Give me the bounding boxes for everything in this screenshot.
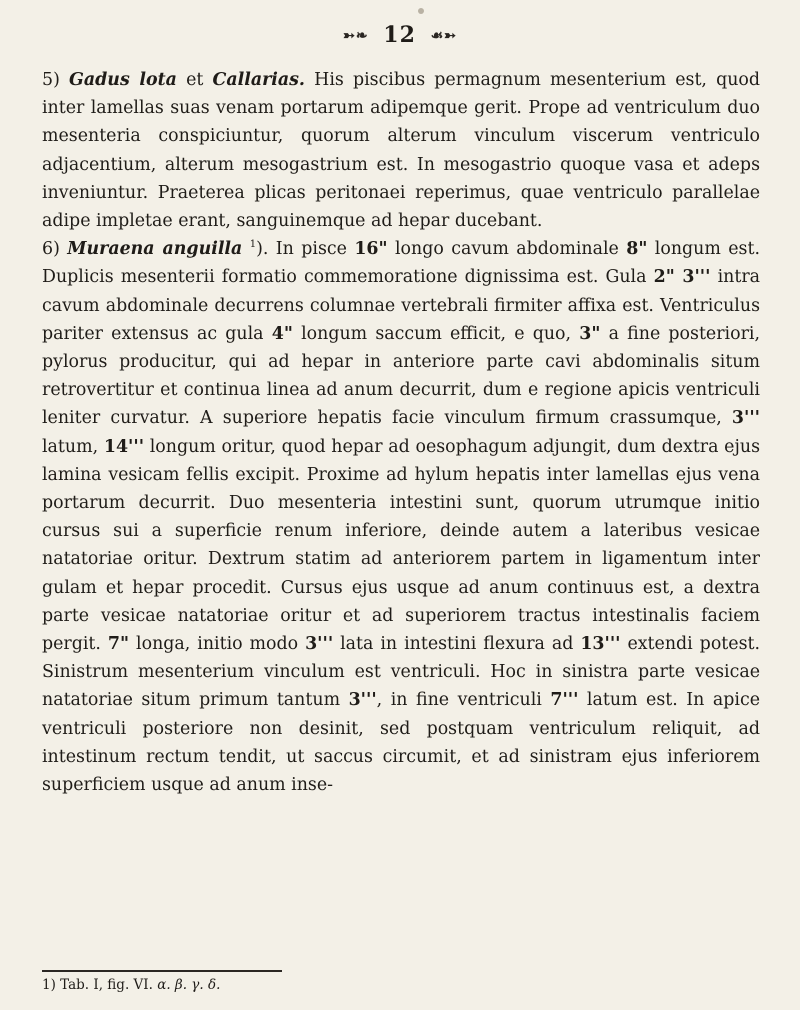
- text-run: longa, initio modo: [129, 634, 306, 655]
- ornament-left-icon: ➳❧: [343, 28, 369, 44]
- measure: 13''': [580, 634, 621, 655]
- text-run: longum saccum efficit, e quo,: [292, 323, 580, 344]
- measure: 8": [626, 239, 648, 260]
- text-run: intra cavum abdominale decurrens columnae vertebrali firmiter affixa est. Ventriculus pariter extensus ac gula: [42, 267, 761, 344]
- section-5-number: 5): [42, 70, 60, 90]
- text-run: extendi potest. Sinistrum mesenterium vinculum est ventriculi. Hoc in sinistra parte vesicae natatoriae situm primum tantum: [42, 634, 761, 711]
- footnote-text: Tab. I, fig. VI.: [60, 977, 153, 993]
- page-number: 12: [383, 22, 416, 48]
- text-run: latum,: [42, 436, 104, 457]
- measure: 3''': [348, 690, 377, 711]
- section-5-species-2: Callarias.: [212, 70, 305, 90]
- measure: 3''': [731, 408, 760, 429]
- text-run: a fine posteriori, pylorus producitur, qui ad hepar in anteriore parte cavi abdominalis situm retrovertitur et continua linea ad anum decurrit, dum e regione apicis ventriculi leniter curvatur. A superiore hepatis facie vinculum firmum crassumque,: [42, 323, 760, 429]
- text-run: longo cavum abdominale: [387, 239, 627, 260]
- section-6-number: 6): [42, 239, 60, 260]
- footnote: [42, 976, 642, 994]
- section-6: [42, 235, 760, 799]
- ornament-right-icon: ☙➳: [430, 28, 457, 44]
- text-run: lata in intestini flexura ad: [333, 634, 581, 655]
- measure: 2" 3''': [653, 267, 711, 288]
- measure: 7": [107, 634, 130, 655]
- running-header: [0, 22, 800, 48]
- measure: 16": [354, 239, 388, 260]
- measure: 3": [579, 323, 601, 344]
- footnote-marker: 1): [42, 977, 56, 993]
- measure: 14''': [103, 436, 145, 457]
- text-run: longum oritur, quod hepar ad oesophagum adjungit, dum dextra ejus lamina vesicam fellis excipit. Proxime ad hylum hepatis inter lamellas ejus vena portarum decurrit. Duo mesenteria intestini sunt, quorum utrumque initio cursus sui a superficie renum inferiore, deinde autem a lateribus vesicae natatoriae oritur. Dextrum statim ad anteriorem partem in ligamentum inter gulam et hepar procedit. Cursus ejus usque ad anum continuus est, a dextra parte vesicae natatoriae oritur et ad superiorem tractus intestinalis faciem pergit.: [42, 436, 760, 655]
- section-5-species-1: Gadus lota: [69, 70, 177, 90]
- text-run: , in fine ventriculi: [376, 690, 551, 711]
- paper-speck: [418, 8, 424, 14]
- measure: 7''': [550, 690, 579, 711]
- section-5-conj: et: [186, 70, 204, 90]
- text-run: ). In pisce: [256, 239, 355, 260]
- text-run: latum est. In apice ventriculi posteriore non desinit, sed postquam ventriculum reliquit, ad intestinum rectum tendit, ut saccus circumit, et ad sinistram ejus inferiorem superficiem usque ad anum inse-: [42, 690, 760, 796]
- measure: 3''': [305, 634, 334, 655]
- body-text: [42, 66, 760, 799]
- section-5-text: His piscibus permagnum mesenterium est, quod inter lamellas suas venam portarum adipemque gerit. Prope ad ventriculum duo mesenteria conspiciuntur, quorum alterum vinculum viscerum ventriculo adjacentium, alterum mesogastrium est. In mesogastrio quoque vasa et adeps inveniuntur. Praeterea plicas peritonaei reperimus, quae ventriculo parallelae adipe impletae erant, sanguinemque ad hepar ducebant.: [42, 70, 761, 232]
- footnote-rule: [42, 970, 282, 972]
- footnote-letters: α. β. γ. δ.: [157, 977, 221, 993]
- footnote-reference: 1: [249, 239, 257, 251]
- section-5: [42, 66, 760, 235]
- measure: 4": [271, 323, 293, 344]
- section-6-species: Muraena anguilla: [67, 239, 243, 260]
- text-run: longum est. Duplicis mesenterii formatio commemoratione dignissima est. Gula: [42, 239, 760, 288]
